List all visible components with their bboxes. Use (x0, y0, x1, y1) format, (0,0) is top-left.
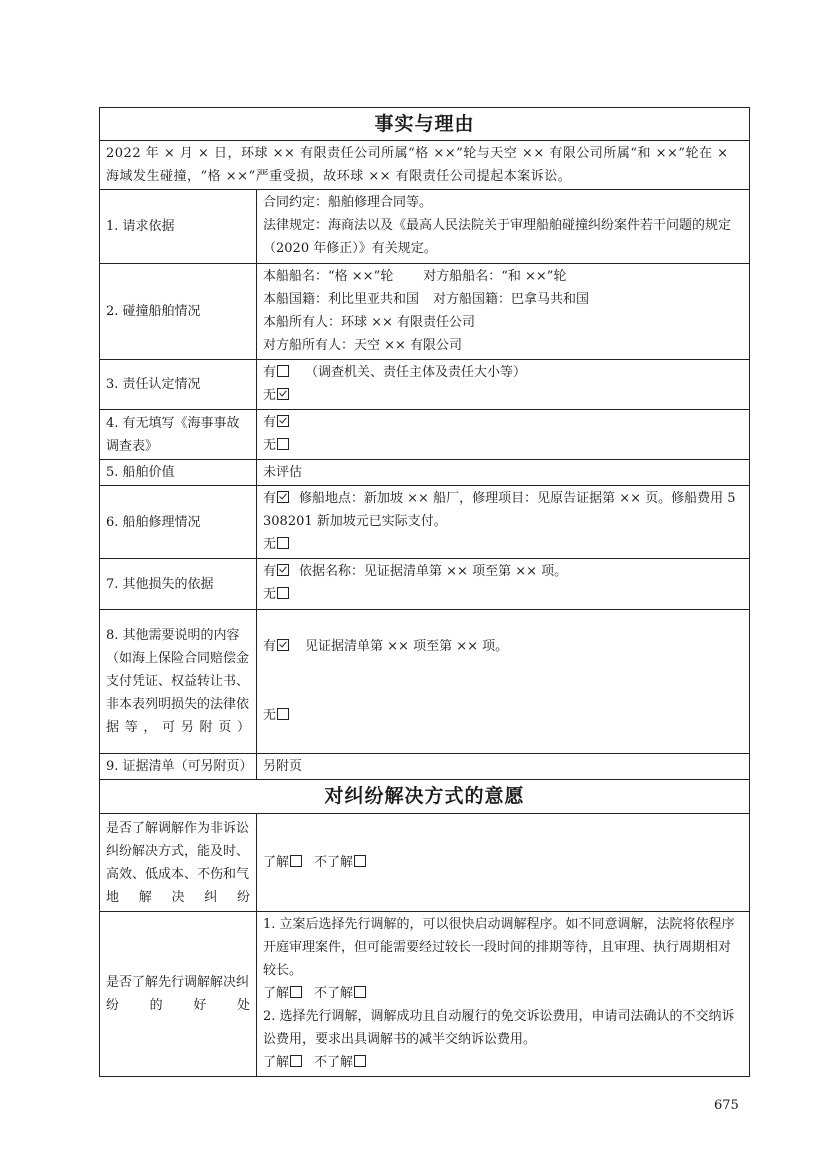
other-ship-flag: 对方船国籍：巴拿马共和国 (433, 292, 590, 307)
liability-yes-checkbox[interactable] (277, 365, 289, 377)
other-notes-yes-note: 见证据清单第 ×× 项至第 ×× 项。 (305, 639, 509, 654)
repair-yes-label: 有 (263, 491, 277, 506)
legal-basis: 法律规定：海商法以及《最高人民法院关于审理船舶碰撞纠纷案件若干问题的规定（2020 年修正）》有关规定。 (263, 218, 732, 256)
other-loss-no-checkbox[interactable] (277, 587, 289, 599)
other-notes-yes-label: 有 (263, 639, 277, 654)
row-label-claim-basis: 1. 请求依据 (100, 190, 257, 264)
liability-no-checkbox[interactable] (277, 388, 289, 400)
survey-no-label: 无 (263, 438, 277, 453)
q2a-not-understand-label: 不了解 (314, 986, 354, 1001)
own-ship-flag: 本船国籍：利比里亚共和国 (263, 292, 420, 307)
evidence-list: 另附页 (257, 754, 750, 780)
ship-value: 未评估 (257, 460, 750, 486)
q2a-understand-label: 了解 (263, 986, 290, 1001)
other-ship-owner: 对方船所有人：天空 ×× 有限公司 (263, 338, 463, 353)
repair-no-label: 无 (263, 537, 277, 552)
other-loss-yes-label: 有 (263, 564, 277, 579)
row-label-ship-value: 5. 船舶价值 (100, 460, 257, 486)
q2a-not-understand-checkbox[interactable] (354, 986, 366, 998)
q2b-not-understand-label: 不了解 (314, 1055, 354, 1070)
other-notes-yes-checkbox[interactable] (277, 639, 289, 651)
other-notes-no-checkbox[interactable] (277, 708, 289, 720)
row-label-other-notes: 8. 其他需要说明的内容（如海上保险合同赔偿金支付凭证、权益转让书、非本表列明损失的法律依据等，可另附页） (100, 610, 257, 754)
own-ship-owner: 本船所有人：环球 ×× 有限责任公司 (263, 315, 476, 330)
q1-not-understand-checkbox[interactable] (354, 855, 366, 867)
survey-yes-label: 有 (263, 415, 277, 430)
q1-understand-checkbox[interactable] (290, 855, 302, 867)
section-title-facts: 事实与理由 (100, 108, 750, 141)
survey-no-checkbox[interactable] (277, 438, 289, 450)
other-loss-no-label: 无 (263, 587, 277, 602)
case-intro: 2022 年 × 月 × 日，环球 ×× 有限责任公司所属“格 ××”轮与天空 ×× 有限公司所属“和 ××”轮在 × 海域发生碰撞，“格 ××”严重受损，故环球 ×× 有限责任公司提起本案诉讼。 (100, 141, 750, 190)
row-label-mediation-understanding: 是否了解调解作为非诉讼纠纷解决方式，能及时、高效、低成本、不伤和气地解决纠纷 (100, 814, 257, 912)
other-ship-name: 对方船船名：“和 ××”轮 (423, 269, 567, 284)
row-label-evidence: 9. 证据清单（可另附页） (100, 754, 257, 780)
other-loss-yes-checkbox[interactable] (277, 564, 289, 576)
other-loss-yes-note: 依据名称：见证据清单第 ×× 项至第 ×× 项。 (299, 564, 568, 579)
own-ship-name: 本船船名：“格 ××”轮 (263, 269, 394, 284)
section-title-dispute-resolution: 对纠纷解决方式的意愿 (100, 780, 750, 814)
row-label-repair: 6. 船舶修理情况 (100, 486, 257, 559)
pre-mediation-point-1: 1. 立案后选择先行调解的，可以很快启动调解程序。如不同意调解，法院将依程序开庭审理案件，但可能需要经过较长一段时间的排期等待，且审理、执行周期相对较长。 (263, 917, 735, 978)
survey-yes-checkbox[interactable] (277, 415, 289, 427)
page-number: 675 (714, 1098, 739, 1113)
contract-basis: 合同约定：船舶修理合同等。 (263, 195, 433, 210)
other-notes-no-label: 无 (263, 708, 277, 723)
repair-yes-checkbox[interactable] (277, 491, 289, 503)
q2b-not-understand-checkbox[interactable] (354, 1055, 366, 1067)
row-label-collision: 2. 碰撞船舶情况 (100, 264, 257, 360)
q1-not-understand-label: 不了解 (314, 855, 354, 870)
q2b-understand-checkbox[interactable] (290, 1055, 302, 1067)
liability-yes-note: （调查机关、责任主体及责任大小等） (305, 365, 527, 380)
liability-yes-label: 有 (263, 365, 277, 380)
q2a-understand-checkbox[interactable] (290, 986, 302, 998)
repair-no-checkbox[interactable] (277, 537, 289, 549)
row-label-other-loss: 7. 其他损失的依据 (100, 559, 257, 610)
row-label-survey: 4. 有无填写《海事事故调查表》 (100, 410, 257, 460)
pre-mediation-point-2: 2. 选择先行调解，调解成功且自动履行的免交诉讼费用，申请司法确认的不交纳诉讼费用，要求出具调解书的减半交纳诉讼费用。 (263, 1009, 735, 1047)
liability-no-label: 无 (263, 388, 277, 403)
row-label-liability: 3. 责任认定情况 (100, 360, 257, 410)
q1-understand-label: 了解 (263, 855, 290, 870)
q2b-understand-label: 了解 (263, 1055, 290, 1070)
repair-yes-note: 修船地点：新加坡 ×× 船厂，修理项目：见原告证据第 ×× 页。修船费用 5308201 新加坡元已实际支付。 (263, 491, 736, 529)
row-label-pre-mediation-benefits: 是否了解先行调解解决纠纷的好处 (100, 912, 257, 1077)
complaint-form-table (99, 107, 750, 1077)
